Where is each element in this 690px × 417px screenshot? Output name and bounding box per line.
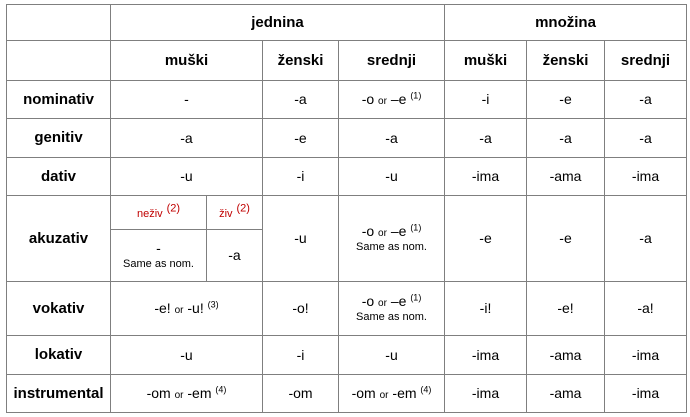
- case-nominativ: nominativ: [7, 81, 111, 119]
- header-animate: živ $^{(2)}$: [207, 196, 263, 230]
- header-sg-feminine: ženski: [263, 41, 339, 81]
- cell-lok-sg-f: -i: [263, 336, 339, 375]
- cell-dat-pl-m: -ima: [445, 158, 527, 196]
- case-genitiv: genitiv: [7, 119, 111, 158]
- header-inanimate: neživ $^{(2)}$: [111, 196, 207, 230]
- cell-lok-pl-f: -ama: [527, 336, 605, 375]
- case-lokativ: lokativ: [7, 336, 111, 375]
- cell-lok-pl-n: -ima: [605, 336, 687, 375]
- cell-ins-pl-n: -ima: [605, 375, 687, 413]
- cell-akk-sg-f: -u: [263, 196, 339, 282]
- cell-gen-pl-f: -a: [527, 119, 605, 158]
- cell-vok-sg-m: -e! or -u! $^{(3)}$: [111, 282, 263, 336]
- case-instrumental: instrumental: [7, 375, 111, 413]
- cell-gen-pl-m: -a: [445, 119, 527, 158]
- cell-akk-sg-m-animate: -a: [207, 230, 263, 282]
- cell-ins-sg-n: -om or -em $^{(4)}$: [339, 375, 445, 413]
- cell-ins-sg-m: -om or -em $^{(4)}$: [111, 375, 263, 413]
- header-pl-neuter: srednji: [605, 41, 687, 81]
- cell-dat-sg-f: -i: [263, 158, 339, 196]
- case-dativ: dativ: [7, 158, 111, 196]
- cell-nom-pl-m: -i: [445, 81, 527, 119]
- cell-gen-sg-f: -e: [263, 119, 339, 158]
- cell-akk-sg-m-inanimate: - Same as nom.: [111, 230, 207, 282]
- cell-dat-pl-f: -ama: [527, 158, 605, 196]
- header-singular: jednina: [111, 5, 445, 41]
- cell-vok-pl-m: -i!: [445, 282, 527, 336]
- cell-vok-pl-f: -e!: [527, 282, 605, 336]
- cell-nom-sg-n: -o or –e $^{(1)}$: [339, 81, 445, 119]
- header-pl-feminine: ženski: [527, 41, 605, 81]
- header-sg-neuter: srednji: [339, 41, 445, 81]
- cell-dat-pl-n: -ima: [605, 158, 687, 196]
- cell-ins-sg-f: -om: [263, 375, 339, 413]
- cell-dat-sg-n: -u: [339, 158, 445, 196]
- cell-dat-sg-m: -u: [111, 158, 263, 196]
- cell-gen-sg-m: -a: [111, 119, 263, 158]
- cell-akk-pl-f: -e: [527, 196, 605, 282]
- corner-cell: [7, 5, 111, 41]
- declension-table: [6, 4, 687, 413]
- header-pl-masculine: muški: [445, 41, 527, 81]
- case-vokativ: vokativ: [7, 282, 111, 336]
- corner-cell-2: [7, 41, 111, 81]
- cell-gen-pl-n: -a: [605, 119, 687, 158]
- header-sg-masculine: muški: [111, 41, 263, 81]
- cell-vok-sg-f: -o!: [263, 282, 339, 336]
- cell-ins-pl-f: -ama: [527, 375, 605, 413]
- cell-nom-sg-f: -a: [263, 81, 339, 119]
- cell-vok-sg-n: -o or –e $^{(1)}$ Same as nom.: [339, 282, 445, 336]
- header-plural: množina: [445, 5, 687, 41]
- cell-akk-pl-n: -a: [605, 196, 687, 282]
- cell-akk-pl-m: -e: [445, 196, 527, 282]
- cell-nom-pl-f: -e: [527, 81, 605, 119]
- cell-lok-pl-m: -ima: [445, 336, 527, 375]
- cell-nom-pl-n: -a: [605, 81, 687, 119]
- case-akuzativ: akuzativ: [7, 196, 111, 282]
- cell-akk-sg-n: -o or –e $^{(1)}$ Same as nom.: [339, 196, 445, 282]
- cell-nom-sg-m: -: [111, 81, 263, 119]
- cell-vok-pl-n: -a!: [605, 282, 687, 336]
- cell-ins-pl-m: -ima: [445, 375, 527, 413]
- cell-gen-sg-n: -a: [339, 119, 445, 158]
- cell-lok-sg-m: -u: [111, 336, 263, 375]
- cell-lok-sg-n: -u: [339, 336, 445, 375]
